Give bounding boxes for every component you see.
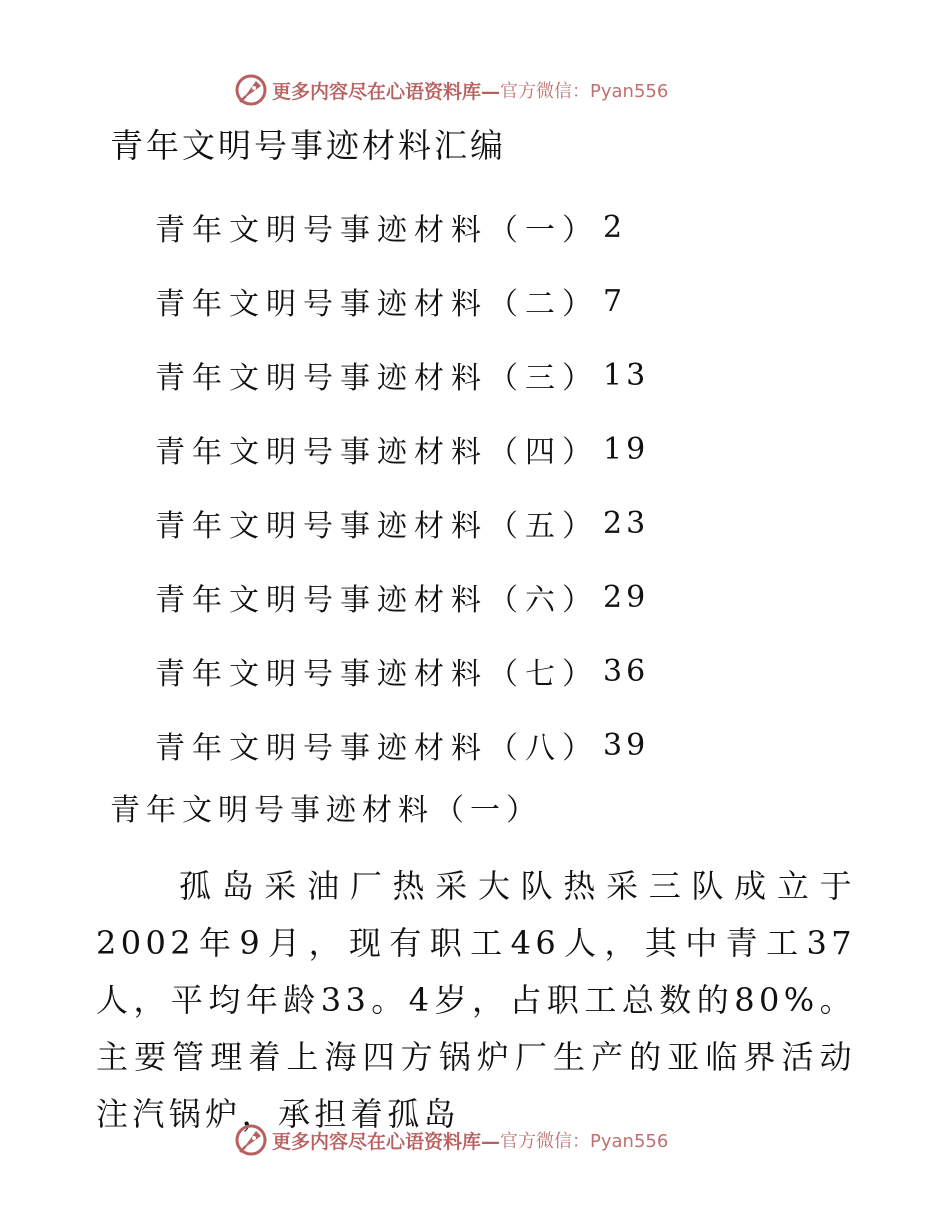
toc-entry-page: 19 [603,431,650,467]
toc-entry-label: 青年文明号事迹材料（六） [155,583,599,618]
toc-entry [155,190,755,264]
watermark-footer [234,1122,668,1158]
toc-entry [155,560,755,634]
toc-entry [155,264,755,338]
pen-nib-logo-icon [234,1123,268,1157]
toc-entry-label: 青年文明号事迹材料（一） [155,213,599,248]
toc-entry-label: 青年文明号事迹材料（三） [155,361,599,396]
watermark-main-text: 更多内容尽在心语资料库— [272,1130,501,1153]
toc-entry-page: 36 [603,653,650,689]
toc-entry-label: 青年文明号事迹材料（四） [155,435,599,470]
toc-entry-label: 青年文明号事迹材料（二） [155,287,599,322]
toc-entry-page: 23 [603,505,650,541]
toc-entry [155,708,755,782]
toc-entry [155,486,755,560]
toc-entry-label: 青年文明号事迹材料（八） [155,731,599,766]
toc-entry [155,634,755,708]
toc-entry-label: 青年文明号事迹材料（七） [155,657,599,692]
toc-entry-page: 2 [603,209,627,245]
watermark-wechat-text: 官方微信：Pyan556 [500,1131,669,1152]
toc-entry-page: 29 [603,579,650,615]
toc-entry [155,338,755,412]
section-title: 青年文明号事迹材料（一） [110,793,542,828]
watermark-main-text: 更多内容尽在心语资料库— [272,80,501,103]
toc-entry-label: 青年文明号事迹材料（五） [155,509,599,544]
watermark-wechat-text: 官方微信：Pyan556 [500,81,669,102]
toc-entry-page: 13 [603,357,650,393]
table-of-contents [155,190,755,782]
toc-entry [155,412,755,486]
body-paragraph: 孤岛采油厂热采大队热采三队成立于2002年9月，现有职工46人，其中青工37人，平均年龄33。4岁，占职工总数的80%。主要管理着上海四方锅炉厂生产的亚临界活动注汽锅炉，承担着孤岛 [96,867,856,1133]
document-title: 青年文明号事迹材料汇编 [110,126,506,165]
watermark-header [234,72,668,108]
toc-entry-page: 7 [603,283,627,319]
pen-nib-logo-icon [234,73,268,107]
toc-entry-page: 39 [603,727,650,763]
